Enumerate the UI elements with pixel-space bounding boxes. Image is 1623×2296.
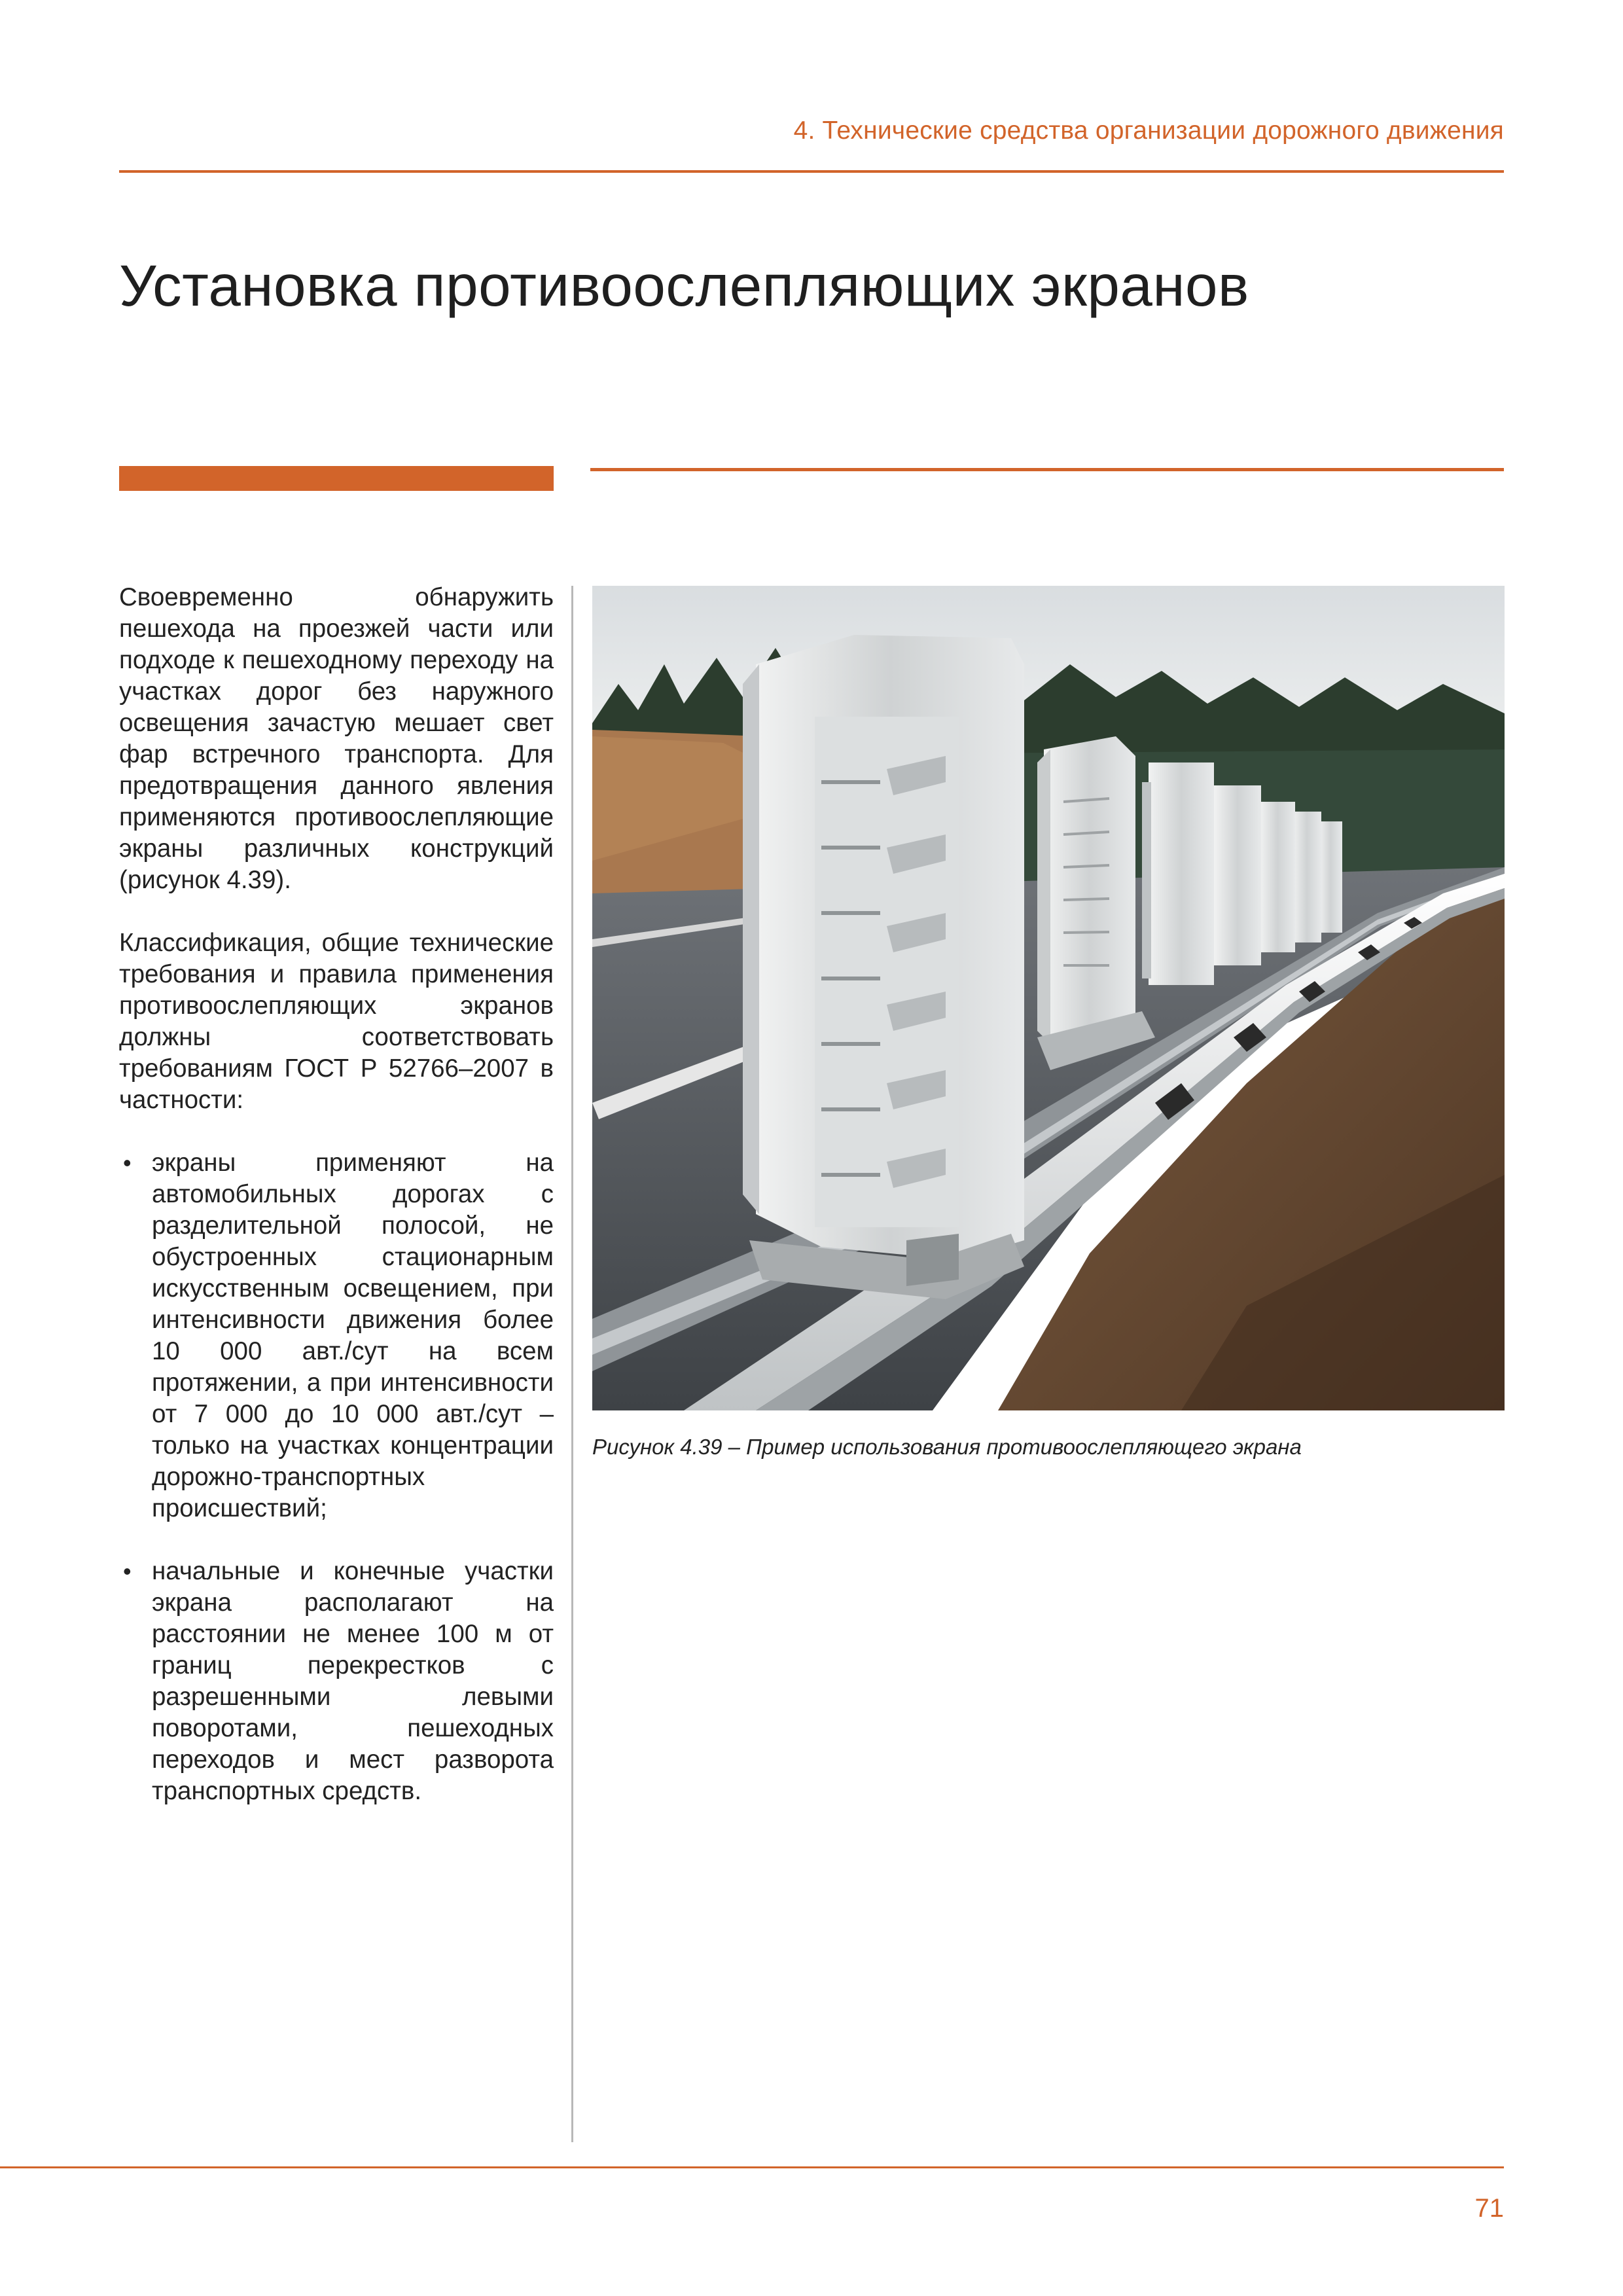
page-number: 71	[1474, 2194, 1504, 2223]
footer-rule	[0, 2166, 1504, 2168]
running-header: 4. Технические средства организации дорожного движения	[793, 117, 1504, 145]
list-item-text: начальные и конечные участки экрана располагают на расстоянии не менее 100 м от границ перекрестков с разрешенными левыми поворотами, пешеходных переходов и мест разворота транспортных средств.	[152, 1557, 554, 1805]
header-rule	[119, 170, 1504, 173]
bullet-icon: •	[123, 1149, 132, 1176]
anti-glare-screen-photo	[592, 586, 1505, 1410]
list-item	[119, 1147, 554, 1524]
section-accent-bar	[119, 466, 554, 491]
body-text-column	[119, 582, 554, 1839]
figure-caption: Рисунок 4.39 – Пример использования противоослепляющего экрана	[592, 1435, 1302, 1459]
figure-photo	[592, 586, 1505, 1410]
body-paragraph: Классификация, общие технические требования и правила применения противоослепляющих экранов должны соответствовать требованиям ГОСТ Р 52766–2007 в частности:	[119, 929, 554, 1114]
bullet-icon: •	[123, 1558, 132, 1585]
requirements-list	[119, 1147, 554, 1807]
column-divider	[571, 586, 573, 2142]
list-item-text: экраны применяют на автомобильных дорогах с разделительной полосой, не обустроенных стационарным искусственным освещением, при интенсивности движения более 10 000 авт./сут на всем протяжении, а при интенсивности от 7 000 до 10 000 авт./сут – только на участках концентрации дорожно-транспортных происшествий;	[152, 1149, 554, 1522]
page-title: Установка противоослепляющих экранов	[119, 253, 1249, 318]
body-paragraph: Своевременно обнаружить пешехода на проезжей части или подходе к пешеходному переходу на участках дорог без наружного освещения зачастую мешает свет фар встречного транспорта. Для предотвращения данного явления применяются противоослепляющие экраны различных конструкций (рисунок 4.39).	[119, 583, 554, 894]
section-accent-rule	[590, 468, 1504, 471]
list-item	[119, 1556, 554, 1807]
